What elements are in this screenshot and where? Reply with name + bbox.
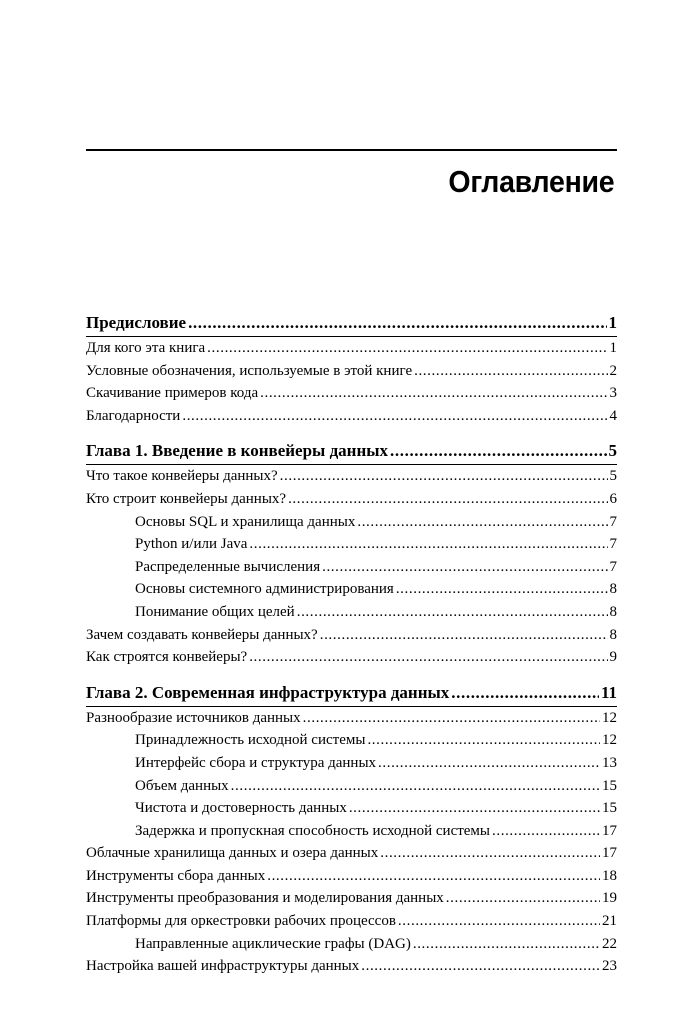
toc-entry-title: Интерфейс сбора и структура данных (135, 754, 377, 771)
toc-section-entry[interactable] (86, 465, 617, 488)
toc-section-entry[interactable] (86, 865, 617, 888)
page-title: Оглавление (448, 164, 614, 199)
toc-subsection-entry[interactable] (86, 533, 617, 556)
toc-subsection-entry[interactable] (86, 797, 617, 820)
toc-section-entry[interactable] (86, 360, 617, 383)
toc-subsection-entry[interactable] (86, 933, 617, 956)
toc-section (86, 310, 617, 427)
top-rule (86, 149, 617, 151)
toc-section-entry[interactable] (86, 405, 617, 428)
toc-entry-page: 1 (609, 340, 617, 356)
toc-entry-title: Что такое конвейеры данных? (86, 468, 278, 485)
toc-subsection-entry[interactable] (86, 729, 617, 752)
toc-subsection-entry[interactable] (86, 556, 617, 579)
toc-entry-page: 15 (602, 800, 617, 817)
toc-entry-page: 6 (609, 490, 617, 507)
toc-section-entry[interactable] (86, 910, 617, 933)
dot-leader (280, 465, 608, 488)
toc-entry-page: 23 (602, 958, 617, 975)
toc-entry-page: 5 (609, 468, 617, 485)
toc-section-entry[interactable] (86, 624, 617, 647)
toc-subsection-entry[interactable] (86, 578, 617, 601)
dot-leader (207, 337, 607, 360)
toc-section-entry[interactable] (86, 707, 617, 730)
toc-section-entry[interactable] (86, 488, 617, 511)
dot-leader (361, 955, 600, 978)
toc-entry-page: 22 (602, 935, 617, 952)
dot-leader (288, 488, 607, 511)
toc-entry-page: 2 (609, 362, 617, 379)
toc-subsection-entry[interactable] (86, 775, 617, 798)
dot-leader (446, 887, 600, 910)
toc-section (86, 438, 617, 668)
toc-entry-page: 4 (609, 407, 617, 424)
toc-entry-title: Основы системного администрирования (135, 581, 394, 598)
toc-entry-title: Зачем создавать конвейеры данных? (86, 626, 318, 643)
toc-entry-page: 13 (602, 754, 617, 771)
toc-entry-page: 11 (600, 682, 617, 702)
dot-leader (231, 775, 600, 798)
toc-entry-page: 19 (602, 890, 617, 907)
toc-entry-title: Благодарности (86, 407, 181, 424)
dot-leader (188, 310, 606, 336)
toc-entry-page: 7 (609, 558, 617, 575)
toc-subsection-entry[interactable] (86, 511, 617, 534)
toc-entry-title: Разнообразие источников данных (86, 709, 301, 726)
toc-entry-title: Основы SQL и хранилища данных (135, 513, 356, 530)
dot-leader (378, 752, 600, 775)
toc-entry-page: 7 (609, 513, 617, 530)
dot-leader (320, 624, 608, 647)
toc-entry-title: Для кого эта книга (86, 340, 206, 356)
toc-entry-title: Задержка и пропускная способность исходной системы (135, 822, 491, 839)
toc-entry-page: 15 (602, 777, 617, 794)
toc-entry-page: 8 (609, 603, 617, 620)
toc-section-entry[interactable] (86, 337, 617, 360)
toc-entry-title: Настройка вашей инфраструктуры данных (86, 958, 360, 975)
dot-leader (322, 556, 607, 579)
toc-entry-page: 7 (609, 536, 617, 553)
dot-leader (349, 797, 600, 820)
toc-chapter-entry[interactable] (86, 680, 617, 707)
toc-entry-page: 5 (608, 441, 617, 461)
dot-leader (357, 511, 607, 534)
toc-entry-title: Инструменты сбора данных (86, 867, 266, 884)
toc-entry-title: Глава 2. Современная инфраструктура данных (86, 682, 450, 702)
dot-leader (249, 533, 607, 556)
toc-subsection-entry[interactable] (86, 820, 617, 843)
dot-leader (492, 820, 600, 843)
toc-entry-title: Кто строит конвейеры данных? (86, 490, 287, 507)
toc-entry-page: 17 (602, 845, 617, 862)
toc-chapter-entry[interactable] (86, 438, 617, 465)
dot-leader (260, 382, 607, 405)
toc-entry-title: Направленные ациклические графы (DAG) (135, 935, 411, 952)
toc-entry-title: Инструменты преобразования и моделирования данных (86, 890, 444, 907)
dot-leader (413, 933, 600, 956)
toc-entry-page: 12 (602, 732, 617, 749)
table-of-contents (86, 310, 617, 989)
toc-entry-page: 21 (602, 913, 617, 930)
dot-leader (249, 646, 607, 669)
toc-entry-page: 17 (602, 822, 617, 839)
toc-chapter-entry[interactable] (86, 310, 617, 337)
dot-leader (367, 729, 600, 752)
toc-entry-title: Объем данных (135, 777, 229, 794)
toc-entry-title: Облачные хранилища данных и озера данных (86, 845, 379, 862)
toc-entry-title: Условные обозначения, используемые в этой книге (86, 362, 413, 379)
toc-subsection-entry[interactable] (86, 601, 617, 624)
toc-entry-page: 8 (609, 626, 617, 643)
toc-entry-page: 3 (609, 385, 617, 402)
dot-leader (303, 707, 600, 730)
toc-entry-title: Скачивание примеров кода (86, 385, 259, 402)
toc-section-entry[interactable] (86, 887, 617, 910)
dot-leader (380, 842, 600, 865)
dot-leader (398, 910, 600, 933)
toc-entry-title: Глава 1. Введение в конвейеры данных (86, 441, 389, 461)
toc-section-entry[interactable] (86, 842, 617, 865)
toc-section-entry[interactable] (86, 646, 617, 669)
dot-leader (267, 865, 600, 888)
toc-entry-title: Понимание общих целей (135, 603, 295, 620)
dot-leader (396, 578, 608, 601)
toc-entry-page: 8 (609, 581, 617, 598)
toc-entry-title: Python и/или Java (135, 536, 248, 553)
toc-entry-title: Чистота и достоверность данных (135, 800, 347, 817)
toc-section-entry[interactable] (86, 955, 617, 978)
toc-section-entry[interactable] (86, 382, 617, 405)
dot-leader (390, 438, 606, 464)
toc-subsection-entry[interactable] (86, 752, 617, 775)
toc-entry-title: Принадлежность исходной системы (135, 732, 366, 749)
toc-entry-page: 1 (608, 313, 617, 332)
dot-leader (414, 360, 607, 383)
toc-entry-title: Платформы для оркестровки рабочих процессов (86, 913, 396, 930)
toc-entry-page: 12 (602, 709, 617, 726)
toc-section (86, 680, 617, 978)
toc-entry-title: Как строятся конвейеры? (86, 649, 248, 666)
toc-entry-page: 9 (609, 649, 617, 666)
dot-leader (297, 601, 608, 624)
toc-entry-title: Распределенные вычисления (135, 558, 321, 575)
dot-leader (182, 405, 607, 428)
dot-leader (451, 680, 599, 706)
toc-entry-page: 18 (602, 867, 617, 884)
toc-entry-title: Предисловие (86, 313, 187, 332)
